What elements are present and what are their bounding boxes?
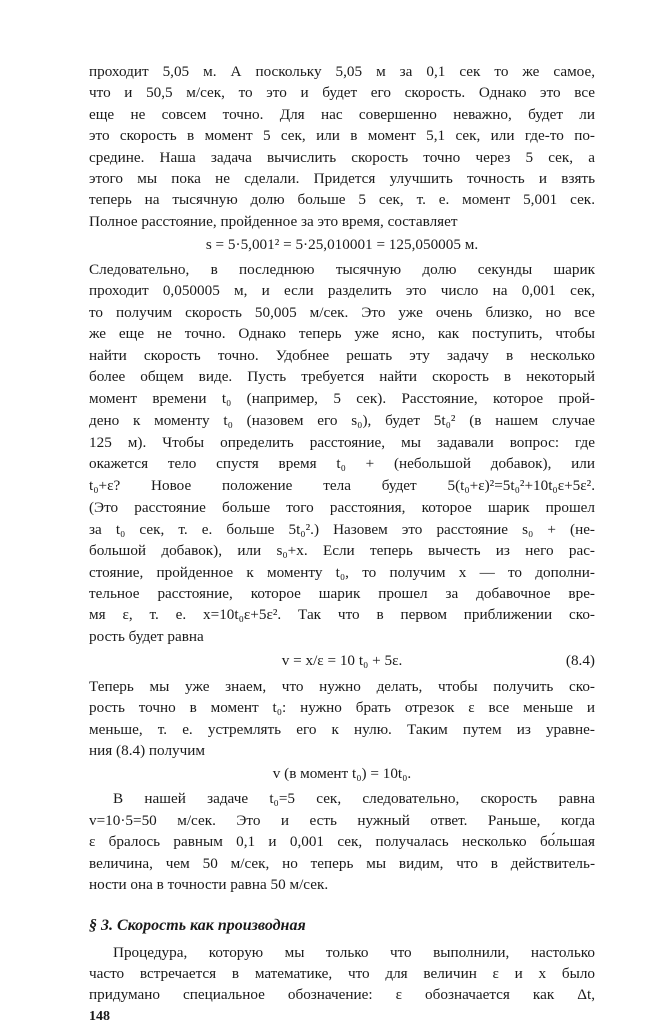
- text-line: ε бралось равным 0,1 и 0,001 сек, получалась несколько бо́льшая: [89, 833, 595, 850]
- text-line: средине. Наша задача вычислить скорость точно через 5 сек, а: [89, 149, 595, 166]
- text-line: стояние, пройденное к моменту t₀, то получим x — то дополни-: [89, 564, 595, 581]
- equation-limit: v (в момент t₀) = 10t₀.: [272, 765, 412, 782]
- text-line: Теперь мы уже знаем, что нужно делать, чтобы получить ско-: [89, 678, 595, 695]
- page-number: 148: [89, 1009, 110, 1024]
- text-line: придумано специальное обозначение: ε обозначается как Δt,: [89, 986, 595, 1003]
- text-line: t₀+ε? Новое положение тела будет 5(t₀+ε)²=5t₀²+10t₀ε+5ε².: [89, 477, 595, 494]
- text-line: v=10·5=50 м/сек. Это и есть нужный ответ. Раньше, когда: [89, 812, 595, 829]
- text-line: же еще не точно. Однако теперь уже ясно, как поступить, чтобы: [89, 325, 595, 342]
- text-line: Следовательно, в последнюю тысячную долю секунды шарик: [89, 261, 595, 278]
- text-line: более общем виде. Пусть требуется найти скорость в некоторый: [89, 368, 595, 385]
- text-line: проходит 0,050005 м, и если разделить это число на 0,001 сек,: [89, 282, 595, 299]
- text-line: еще не совсем точно. Для нас совершенно неважно, будет ли: [89, 106, 595, 123]
- text-line: ности она в точности равна 50 м/сек.: [89, 876, 329, 893]
- section-heading: § 3. Скорость как производная: [89, 917, 306, 934]
- text-line: рость будет равна: [89, 628, 204, 645]
- text-line: (Это расстояние больше того расстояния, которое шарик прошел: [89, 499, 595, 516]
- text-line: проходит 5,05 м. А поскольку 5,05 м за 0,1 сек то же самое,: [89, 63, 595, 80]
- equation-velocity: v = x/ε = 10 t₀ + 5ε.: [281, 652, 403, 669]
- equation-8-4: [89, 650, 595, 671]
- text-line: часто встречается в математике, что для величин ε и x было: [89, 965, 595, 982]
- text-line: 125 м). Чтобы определить расстояние, мы задавали вопрос: где: [89, 434, 595, 451]
- text-line: большой добавок), или s₀+x. Если теперь вычесть из него рас-: [89, 542, 595, 559]
- text-line: мя ε, т. е. x=10t₀ε+5ε². Так что в первом приближении ско-: [89, 606, 595, 623]
- text-line: В нашей задаче t₀=5 сек, следовательно, скорость равна: [113, 790, 595, 807]
- equation-distance: s = 5·5,001² = 5·25,010001 = 125,050005 м.: [205, 236, 479, 253]
- text-line: это скорость в момент 5 сек, или в момент 5,1 сек, или где-то по-: [89, 127, 595, 144]
- text-line: за t₀ сек, т. е. больше 5t₀².) Назовем это расстояние s₀ + (не-: [89, 521, 595, 538]
- text-line: что и 50,5 м/сек, то это и будет его скорость. Однако это все: [89, 84, 595, 101]
- text-line: окажется тело спустя время t₀ + (небольшой добавок), или: [89, 455, 595, 472]
- text-line: Полное расстояние, пройденное за это время, составляет: [89, 213, 458, 230]
- text-line: момент времени t₀ (например, 5 сек). Расстояние, которое прой-: [89, 390, 595, 407]
- text-line: рость точно в момент t₀: нужно брать отрезок ε все меньше и: [89, 699, 595, 716]
- text-line: ния (8.4) получим: [89, 742, 206, 759]
- text-line: теперь на тысячную долю больше 5 сек, т. е. момент 5,001 сек.: [89, 191, 595, 208]
- text-line: найти скорость точно. Удобнее решать эту задачу в несколько: [89, 347, 595, 364]
- text-line: этого мы пока не сделали. Придется улучшить точность и взять: [89, 170, 595, 187]
- text-line: дено к моменту t₀ (назовем его s₀), будет 5t₀² (в нашем случае: [89, 412, 595, 429]
- text-line: тельное расстояние, которое шарик прошел за добавочное вре-: [89, 585, 595, 602]
- text-line: величина, чем 50 м/сек, но теперь мы видим, что в действитель-: [89, 855, 595, 872]
- equation-number: (8.4): [565, 652, 595, 669]
- text-line: то получим скорость 50,005 м/сек. Это уже очень близко, но все: [89, 304, 595, 321]
- text-line: Процедура, которую мы только что выполнили, настолько: [113, 944, 595, 961]
- text-line: меньше, т. е. устремлять его к нулю. Таким путем из уравне-: [89, 721, 595, 738]
